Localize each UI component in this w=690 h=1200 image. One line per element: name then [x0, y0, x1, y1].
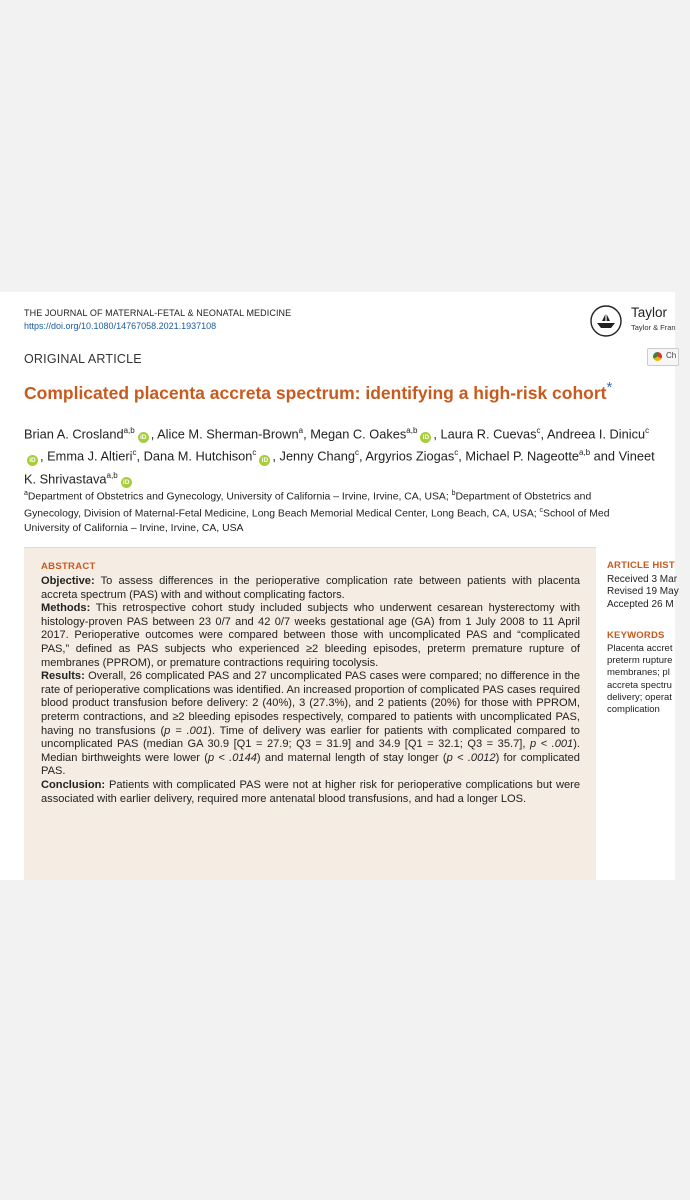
keyword-line: preterm rupture — [607, 655, 673, 667]
author-affiliation-mark: a,b — [106, 470, 118, 480]
keyword-line: delivery; operat — [607, 691, 672, 703]
affiliation-c-part2: University of California – Irvine, Irvine, CA, USA — [24, 522, 244, 534]
results-text: ). Time of delivery was earlier for patients with complicated compared to uncomplicated PAS (median GA 30.9 [Q1 = 27.9; Q3 = 31.9] and 34.9 [Q1 = 32.1; Q3 = 35.7], — [41, 724, 580, 751]
objective-text: To assess differences in the perioperative complication rate between patients with placenta accreta spectrum (PAS) with and without complicating factors. — [41, 575, 580, 601]
article-history — [607, 574, 679, 611]
publisher-subname: Taylor & Fran — [631, 323, 676, 332]
affiliation-b-part1: Department of Obstetrics and — [455, 491, 592, 503]
author-name[interactable]: Vineet K. Shrivastava — [24, 448, 655, 486]
orcid-icon[interactable]: iD — [259, 455, 270, 466]
article-type: ORIGINAL ARTICLE — [24, 352, 142, 366]
p-value: p < .0144 — [207, 751, 257, 764]
author-name[interactable]: Megan C. Oakes — [310, 426, 407, 442]
author-affiliation-mark: a,b — [123, 426, 135, 435]
author-affiliation-mark: c — [354, 448, 359, 458]
author-separator: , — [136, 448, 144, 464]
article-history-heading: ARTICLE HIST — [607, 560, 675, 571]
abstract-methods — [41, 602, 580, 670]
author-separator: , — [303, 426, 311, 442]
author-affiliation-mark: c — [252, 448, 257, 458]
author-separator: , — [540, 426, 547, 442]
author-separator: and — [590, 448, 619, 464]
author-affiliation-mark: c — [132, 448, 137, 458]
history-accepted: Accepted 26 M — [607, 598, 674, 610]
keyword-line: membranes; pl — [607, 667, 670, 679]
orcid-icon[interactable]: iD — [27, 455, 38, 466]
author-affiliation-mark: a,b — [579, 448, 591, 458]
check-badge-label: Ch — [666, 351, 677, 360]
abstract-results — [41, 670, 580, 779]
author-name[interactable]: Alice M. Sherman-Brown — [157, 426, 299, 442]
affiliation-mark: c — [539, 507, 544, 515]
author-separator: , — [272, 448, 280, 464]
author-separator: , — [358, 448, 366, 464]
abstract-heading: ABSTRACT — [41, 561, 96, 572]
keyword-line: accreta spectru — [607, 679, 672, 691]
author-name[interactable]: Andreea I. Dinicu — [546, 426, 646, 442]
keywords-list — [607, 643, 672, 716]
keyword-line: Placenta accret — [607, 643, 673, 654]
author-affiliation-mark: a,b — [406, 426, 418, 435]
conclusion-text: Patients with complicated PAS were not at higher risk for perioperative complications but were associated with earlier delivery, required more antenatal blood transfusions, and had a longer LOS. — [41, 778, 580, 805]
p-value: p < .001 — [529, 738, 574, 751]
journal-name: THE JOURNAL OF MATERNAL-FETAL & NEONATAL MEDICINE — [24, 308, 292, 318]
side-panel — [600, 547, 690, 879]
orcid-icon[interactable]: iD — [121, 477, 132, 488]
abstract-body — [41, 575, 580, 806]
publisher-name: Taylor — [631, 305, 668, 320]
author-list — [24, 421, 664, 488]
affiliation-mark: a — [24, 490, 28, 497]
author-name[interactable]: Michael P. Nageotte — [465, 448, 579, 464]
results-label: Results: — [41, 670, 85, 683]
abstract-conclusion — [41, 779, 580, 806]
abstract-box — [24, 547, 596, 880]
keywords-heading: KEYWORDS — [607, 630, 665, 641]
results-text: ). Median birthweights were lower ( — [41, 738, 581, 764]
p-value: p = .001 — [164, 724, 209, 737]
methods-text: This retrospective cohort study included subjects who underwent cesarean hysterectomy with histology-proven PAS between 23 0/7 and 42 0/7 weeks gestational age (GA) from 1 July 2008 to 11 April 2017. Perioperative outcomes were compared between those with uncomplicated PAS and “complicated PAS,” defined as PAS subjects who experienced ≥2 bleeding episodes, preterm premature rupture of membranes (PPROM), or premature contractions requiring tocolysis. — [41, 602, 580, 669]
author-affiliation-mark: c — [645, 426, 650, 435]
history-received: Received 3 Mar — [607, 574, 678, 585]
p-value: p < .0012 — [446, 751, 496, 764]
author-name[interactable]: Laura R. Cuevas — [440, 426, 537, 442]
affiliation-mark: b — [451, 490, 456, 497]
author-name[interactable]: Argyrios Ziogas — [365, 448, 455, 464]
check-for-updates-button[interactable] — [647, 348, 679, 366]
title-footnote-mark[interactable]: * — [606, 379, 613, 396]
author-name[interactable]: Jenny Chang — [279, 448, 355, 464]
author-name[interactable]: Dana M. Hutchison — [143, 448, 253, 464]
orcid-icon[interactable]: iD — [420, 432, 431, 443]
affiliation-a: Department of Obstetrics and Gynecology, University of California – Irvine, Irvine, CA, USA; — [27, 491, 452, 503]
title-text: Complicated placenta accreta spectrum: identifying a high-risk cohort — [24, 382, 607, 403]
objective-label: Objective: — [41, 575, 95, 587]
author-separator: , — [458, 448, 466, 464]
doi-link[interactable]: https://doi.org/10.1080/14767058.2021.1937108 — [24, 321, 217, 331]
affiliations — [24, 487, 684, 536]
abstract-objective — [41, 575, 580, 602]
author-separator: , — [150, 426, 158, 442]
affiliation-b-part2: Gynecology, Division of Maternal-Fetal Medicine, Long Beach Memorial Medical Center, Long Beach, CA, USA; — [24, 508, 540, 520]
crossmark-icon — [653, 352, 662, 361]
keyword-line: complication — [607, 704, 660, 716]
article-page — [0, 292, 679, 880]
history-revised: Revised 19 May — [607, 586, 679, 598]
publisher-emblem-icon — [589, 304, 623, 338]
author-name[interactable]: Brian A. Crosland — [24, 426, 124, 442]
affiliation-c-part1: School of Med — [543, 508, 610, 520]
orcid-icon[interactable]: iD — [138, 432, 149, 443]
methods-label: Methods: — [41, 602, 91, 615]
author-affiliation-mark: c — [454, 448, 459, 458]
author-name[interactable]: Emma J. Altieri — [47, 448, 133, 464]
results-text: Overall, 26 complicated PAS and 27 uncomplicated PAS cases were compared; no difference in the rate of perioperative complications was identified. An increased proportion of complicated PAS cases required blood product transfusion before delivery: 2 (40%), 3 (27.3%), and 2 patients (20%) for those with PPROM, preterm contractions, and ≥2 bleeding episodes respectively, compared to patients with uncomplicated PAS, having no transfusions ( — [41, 670, 580, 737]
author-affiliation-mark: a — [298, 426, 304, 435]
results-text: ) and maternal length of stay longer ( — [256, 751, 447, 764]
results-text: ) for complicated PAS. — [41, 751, 580, 778]
author-separator: , — [40, 448, 48, 464]
conclusion-label: Conclusion: — [41, 778, 106, 791]
author-separator: , — [433, 426, 441, 442]
article-title — [24, 379, 612, 404]
author-affiliation-mark: c — [536, 426, 541, 435]
